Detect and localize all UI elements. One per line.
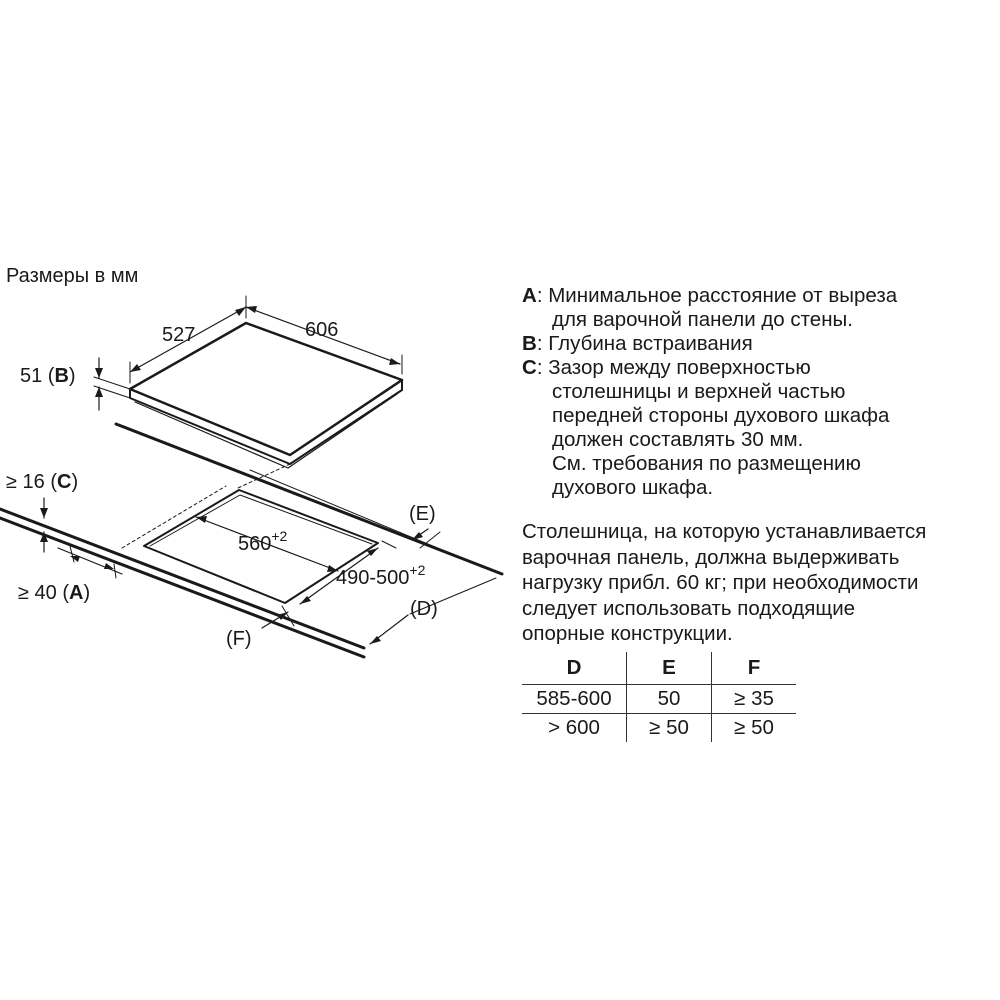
note-line-3: нагрузку прибл. 60 кг; при необходимости (522, 571, 919, 594)
table-header-row (522, 652, 796, 685)
countertop-wall-line (250, 470, 500, 574)
countertop-back-edge (116, 424, 502, 574)
clearance-table (522, 652, 796, 742)
arrowhead-606-right (389, 358, 400, 365)
legend-key-b: B (522, 332, 537, 355)
arrowhead-a-right (104, 563, 114, 569)
arrowhead-51-top (95, 368, 103, 378)
table-cell: 50 (627, 685, 712, 714)
legend-text-c-5: См. требования по размещению (552, 452, 861, 475)
table-cell: 585-600 (522, 685, 627, 714)
label-width: 606 (305, 319, 339, 341)
load-note (522, 519, 998, 647)
label-cutout-depth: $490-500^{+2}$ (336, 562, 426, 589)
legend-key-c: C (522, 356, 537, 379)
legend-text-c-4: должен составлять 30 мм. (552, 428, 804, 451)
hob-thickness-edge (130, 380, 402, 464)
table-cell: ≥ 50 (627, 714, 712, 743)
arrowhead-a-left (70, 556, 80, 562)
table-header-f: F (747, 656, 761, 679)
note-line-5: опорные конструкции. (522, 622, 733, 645)
arrowhead-606-left (246, 306, 257, 313)
legend-text-c-3: передней стороны духового шкафа (552, 404, 890, 427)
note-line-2: варочная панель, должна выдерживать (522, 545, 900, 569)
table-cell: > 600 (522, 714, 627, 743)
ext-line-490-a (382, 541, 396, 548)
legend-item-a: A : Минимальное расстояние от выреза (522, 284, 898, 307)
label-f: (F) (226, 628, 252, 650)
units-caption: Размеры в мм (6, 265, 139, 287)
arrowhead-c-top (40, 508, 48, 518)
note-line-4: следует использовать подходящие (522, 596, 856, 620)
table-row (522, 714, 796, 743)
legend-item-b: B : Глубина встраивания (522, 332, 753, 355)
legend-text-a-2: для варочной панели до стены. (552, 308, 853, 331)
table-header-d: D (522, 652, 627, 685)
legend-item-c: C : Зазор между поверхностью (522, 356, 811, 379)
table-header-e: E (627, 652, 712, 685)
note-line-1: Столешница, на которую устанавливается (522, 520, 927, 543)
legend (522, 284, 992, 500)
table-row (522, 685, 796, 714)
legend-key-a: A (522, 284, 537, 307)
hob-bottom-edge (135, 394, 397, 468)
projection-dashed-1 (122, 486, 226, 548)
arrowhead-527-left (235, 307, 246, 316)
legend-text-b-1: Глубина встраивания (548, 332, 753, 355)
countertop-front-edge-top (0, 509, 364, 648)
label-gap-c: ≥ 16 (C) (6, 471, 79, 493)
legend-text-a-1: Минимальное расстояние от выреза (548, 284, 898, 307)
label-depth: 527 (162, 324, 196, 346)
label-cutout-width: $560^{+2}$ (238, 528, 288, 555)
legend-text-c-1: Зазор между поверхностью (548, 356, 811, 379)
table-cell: ≥ 35 (712, 685, 797, 714)
table-cell: ≥ 50 (712, 714, 797, 743)
label-height: 51 (B) (20, 365, 76, 387)
label-dist-a: ≥ 40 (A) (18, 582, 91, 604)
label-e: (E) (409, 503, 436, 525)
arrowhead-527-right (130, 364, 141, 372)
legend-text-c-2: столешницы и верхней частью (552, 380, 846, 403)
legend-text-c-6: духового шкафа. (552, 476, 714, 499)
label-d: (D) (410, 598, 438, 620)
